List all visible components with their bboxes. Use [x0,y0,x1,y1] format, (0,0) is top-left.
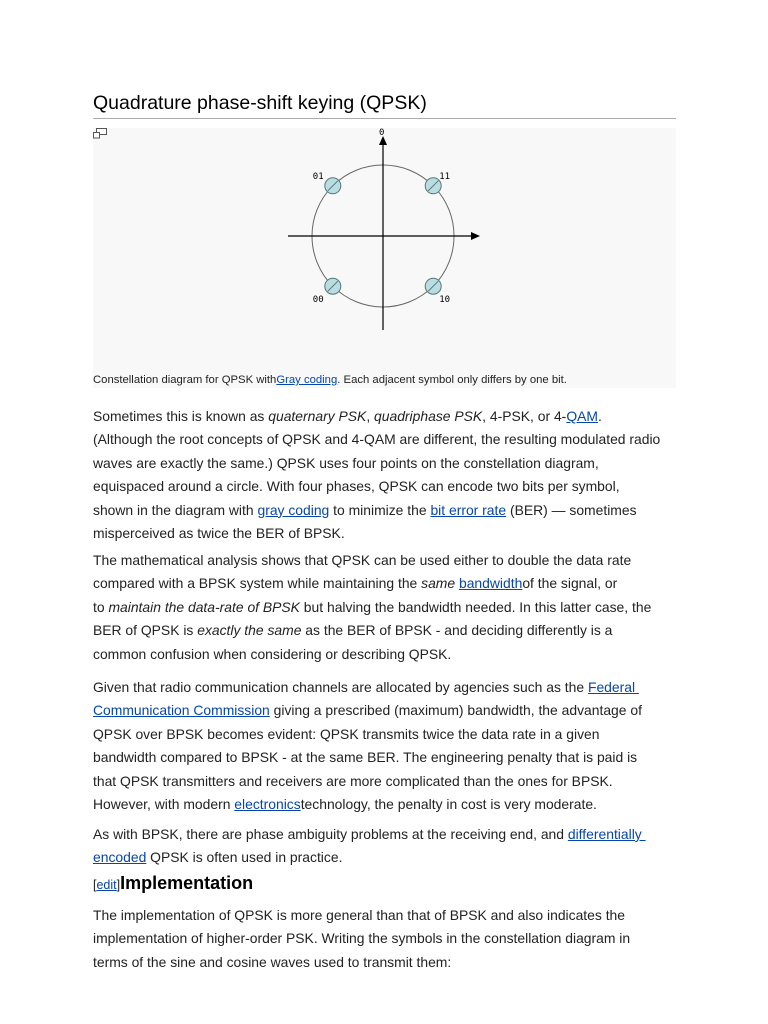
edit-section [93,878,120,892]
paragraph-4 [93,823,683,870]
text: but halving the bandwidth needed. In this latter case, the [299,598,652,615]
text: (BER) — sometimes [506,501,637,518]
section-heading [93,871,253,897]
figure-caption [93,374,567,386]
italic-text: same [421,575,456,592]
text-line: that QPSK transmitters and receivers are more complicated than the ones for BPSK. [93,772,613,789]
point-label: 11 [439,171,451,182]
encoded-link[interactable]: encoded [93,849,147,866]
text-line: The mathematical analysis shows that QPSK can be used either to double the data rate [93,552,632,568]
text-line: (Although the root concepts of QPSK and 4-QAM are different, the resulting modulated radio [93,431,661,448]
fcc-link[interactable]: Federal [587,679,639,695]
constellation-figure [93,128,676,388]
italic-text: exactly the same [197,622,302,639]
text-line: bandwidth compared to BPSK - at the same BER. The engineering penalty that is paid is [93,749,638,766]
text: to minimize the [329,501,431,518]
text-line: misperceived as twice the BER of BPSK. [93,525,345,542]
text: as the BER of BPSK - and deciding differently is a [301,622,613,639]
text: compared with a BPSK system while maintaining the [93,575,422,592]
text: shown in the diagram with [93,501,258,518]
section-heading-text: Implementation [120,873,254,893]
axis-label-top: 0 [379,128,385,138]
constellation-diagram [93,128,676,348]
constellation-points [313,172,450,305]
in-phase-arrow-icon [471,232,480,240]
caption-text-end: . Each adjacent symbol only differs by one bit. [337,374,567,386]
bit-error-rate-link[interactable]: bit error rate [430,501,507,518]
text: BER of QPSK is [93,622,198,639]
text-line: implementation of higher-order PSK. Writing the symbols in the constellation diagram in [93,930,631,947]
text: of the signal, or [522,575,618,592]
gray-coding-link[interactable]: Gray coding [276,374,338,386]
qam-link[interactable]: QAM [566,408,598,424]
paragraph-1 [93,405,683,545]
text-line: equispaced around a circle. With four phases, QPSK can encode two bits per symbol, [93,478,620,495]
text: As with BPSK, there are phase ambiguity problems at the receiving end, and [93,826,568,842]
bandwidth-link[interactable]: bandwidth [458,575,523,592]
text: , 4-PSK, or 4- [482,408,567,424]
paragraph-2 [93,549,683,666]
text: technology, the penalty in cost is very moderate. [300,796,597,813]
text-line: waves are exactly the same.) QPSK uses four points on the constellation diagram, [93,454,599,471]
page-title: Quadrature phase-shift keying (QPSK) [93,92,676,119]
point-label: 10 [439,295,451,306]
magnify-clip-icon[interactable] [93,128,107,139]
text: Sometimes this is known as [93,408,269,424]
gray-coding-inline-link[interactable]: gray coding [257,501,330,518]
italic-text: quaternary PSK [268,408,367,424]
text: , [366,408,375,424]
text-line: common confusion when considering or describing QPSK. [93,645,452,662]
caption-text: Constellation diagram for QPSK with [93,374,277,386]
bracket: [ [93,878,97,892]
text: However, with modern [93,796,235,813]
paragraph-5 [93,904,683,974]
text-line: QPSK over BPSK becomes evident: QPSK transmits twice the data rate in a given [93,725,600,742]
text-line: terms of the sine and cosine waves used to transmit them: [93,953,452,970]
bracket: ] [116,878,121,892]
italic-text: maintain the data-rate of BPSK [108,598,300,615]
text: QPSK is often used in practice. [146,849,343,866]
point-label: 00 [312,295,324,306]
fcc-link-continued[interactable]: Communication Commission [93,702,270,719]
text: to [93,598,109,615]
paragraph-3 [93,676,683,816]
electronics-link[interactable]: electronics [234,796,301,813]
differentially-encoded-link[interactable]: differentially [567,826,646,842]
text: . [597,408,602,424]
text-line: The implementation of QPSK is more general than that of BPSK and also indicates the [93,907,626,923]
text: giving a prescribed (maximum) bandwidth, the advantage of [269,702,642,719]
point-label: 01 [312,171,324,182]
text: Given that radio communication channels are allocated by agencies such as the [93,679,588,695]
italic-text: quadriphase PSK [374,408,483,424]
edit-link[interactable]: edit [96,878,117,892]
